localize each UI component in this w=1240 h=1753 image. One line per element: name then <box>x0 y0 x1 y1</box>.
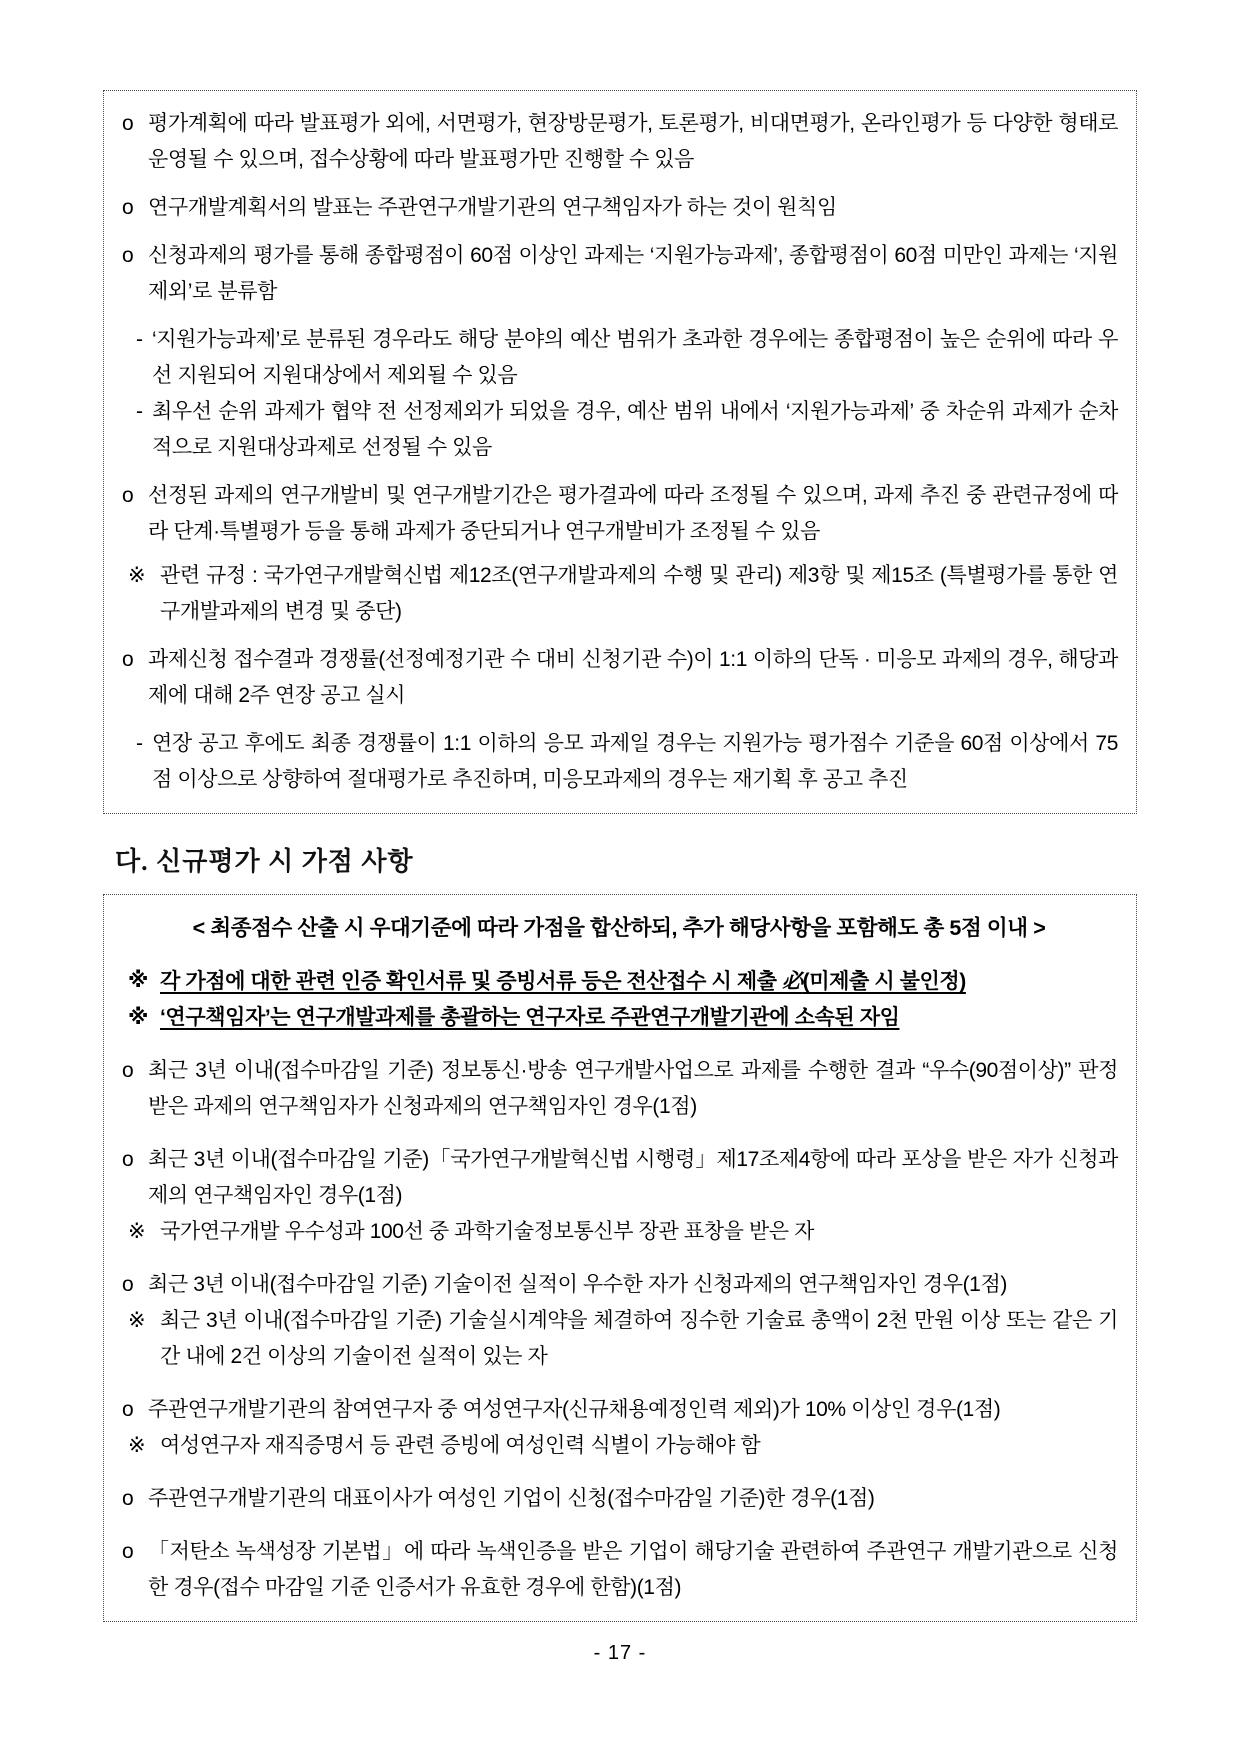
bullet-item <box>120 238 1118 310</box>
sub-item <box>120 322 1118 394</box>
bonus-item-note-text: 최근 3년 이내(접수마감일 기준) 기술실시계약을 체결하여 징수한 기술료 총액이 2천 만원 이상 또는 같은 기간 내에 2건 이상의 기술이전 실적이 있는 자 <box>160 1309 1118 1368</box>
sub-item-text: 연장 공고 후에도 최종 경쟁률이 1:1 이하의 응모 과제일 경우는 지원가능 평가점수 기준을 60점 이상에서 75점 이상으로 상향하여 절대평가로 추진하며, 미응모과제의 경우는 재기획 후 공고 추진 <box>152 732 1118 791</box>
bullet-marker: o <box>122 1059 134 1082</box>
bullet-marker: o <box>122 1148 134 1171</box>
bonus-item <box>120 1392 1118 1428</box>
bullet-marker: o <box>122 244 134 267</box>
note-text-after: (미제출 시 불인정) <box>802 970 966 993</box>
dash-marker: - <box>136 732 143 755</box>
sub-item <box>120 726 1118 798</box>
bonus-note <box>120 963 1118 1000</box>
bonus-item <box>120 1534 1118 1606</box>
bullet-marker: o <box>122 112 134 135</box>
reference-note <box>120 558 1118 630</box>
bullet-text: 선정된 과제의 연구개발비 및 연구개발기간은 평가결과에 따라 조정될 수 있으며, 과제 추진 중 관련규정에 따라 단계·특별평가 등을 통해 과제가 중단되거나 연구개발비가 조정될 수 있음 <box>148 484 1118 543</box>
bonus-note-text <box>160 963 1118 1000</box>
bullet-item <box>120 190 1118 226</box>
bullet-marker: o <box>122 648 134 671</box>
evaluation-notes-box <box>103 90 1137 814</box>
bonus-item-note-text: 국가연구개발 우수성과 100선 중 과학기술정보통신부 장관 표창을 받은 자 <box>160 1220 815 1243</box>
note-marker: ※ <box>128 564 146 587</box>
bonus-item-text: 최근 3년 이내(접수마감일 기준) 정보통신·방송 연구개발사업으로 과제를 수행한 결과 “우수(90점이상)” 판정 받은 과제의 연구책임자가 신청과제의 연구책임자인 경우(1점) <box>148 1059 1118 1118</box>
bullet-marker: o <box>122 1487 134 1510</box>
bonus-item-note <box>120 1303 1118 1375</box>
bullet-item <box>120 106 1118 178</box>
bonus-note-text: ‘연구책임자’는 연구개발과제를 총괄하는 연구자로 주관연구개발기관에 소속된 자임 <box>160 1006 900 1029</box>
note-marker: ※ <box>128 969 149 992</box>
bonus-item <box>120 1053 1118 1125</box>
dash-marker: - <box>136 400 143 423</box>
dash-marker: - <box>136 328 143 351</box>
bonus-item-text: 최근 3년 이내(접수마감일 기준)「국가연구개발혁신법 시행령」제17조제4항에 따라 포상을 받은 자가 신청과제의 연구책임자인 경우(1점) <box>148 1148 1118 1207</box>
note-marker: ※ <box>128 1309 146 1332</box>
bullet-item <box>120 478 1118 550</box>
bullet-text: 연구개발계획서의 발표는 주관연구개발기관의 연구책임자가 하는 것이 원칙임 <box>148 196 837 219</box>
bonus-item-note-text: 여성연구자 재직증명서 등 관련 증빙에 여성인력 식별이 가능해야 함 <box>160 1434 761 1457</box>
note-marker: ※ <box>128 1006 149 1029</box>
bullet-text: 과제신청 접수결과 경쟁률(선정예정기관 수 대비 신청기관 수)이 1:1 이하의 단독 · 미응모 과제의 경우, 해당과제에 대해 2주 연장 공고 실시 <box>148 648 1118 707</box>
bonus-box-header: < 최종점수 산출 시 우대기준에 따라 가점을 합산하되, 추가 해당사항을 포함해도 총 5점 이내 > <box>192 916 1046 940</box>
bonus-points-box <box>103 894 1137 1622</box>
bullet-marker: o <box>122 1398 134 1421</box>
bonus-item-text: 「저탄소 녹색성장 기본법」에 따라 녹색인증을 받은 기업이 해당기술 관련하여 주관연구 개발기관으로 신청한 경우(접수 마감일 기준 인증서가 유효한 경우에 한함)(1점) <box>148 1540 1118 1599</box>
bullet-marker: o <box>122 1540 134 1563</box>
bullet-text: 신청과제의 평가를 통해 종합평점이 60점 이상인 과제는 ‘지원가능과제’, 종합평점이 60점 미만인 과제는 ‘지원제외’로 분류함 <box>148 244 1118 303</box>
hanja-필-char: 必 <box>782 969 803 993</box>
bullet-marker: o <box>122 196 134 219</box>
sub-item <box>120 394 1118 466</box>
bonus-note <box>120 1000 1118 1036</box>
bonus-item-text: 주관연구개발기관의 대표이사가 여성인 기업이 신청(접수마감일 기준)한 경우(1점) <box>148 1487 875 1510</box>
sub-item-text: 최우선 순위 과제가 협약 전 선정제외가 되었을 경우, 예산 범위 내에서 ‘지원가능과제’ 중 차순위 과제가 순차적으로 지원대상과제로 선정될 수 있음 <box>152 400 1118 459</box>
sub-item-text: ‘지원가능과제’로 분류된 경우라도 해당 분야의 예산 범위가 초과한 경우에는 종합평점이 높은 순위에 따라 우선 지원되어 지원대상에서 제외될 수 있음 <box>152 328 1118 387</box>
section-heading: 다. 신규평가 시 가점 사항 <box>115 847 414 876</box>
bullet-item <box>120 642 1118 714</box>
bullet-marker: o <box>122 484 134 507</box>
bonus-item <box>120 1142 1118 1214</box>
page-content <box>103 0 1137 1665</box>
bonus-item-note <box>120 1214 1118 1250</box>
bonus-item <box>120 1267 1118 1303</box>
page-number: - 17 - <box>593 1642 647 1664</box>
bonus-item-text: 주관연구개발기관의 참여연구자 중 여성연구자(신규채용예정인력 제외)가 10% 이상인 경우(1점) <box>148 1398 1001 1421</box>
note-marker: ※ <box>128 1220 146 1243</box>
note-marker: ※ <box>128 1434 146 1457</box>
bonus-item <box>120 1481 1118 1517</box>
note-text-before: 각 가점에 대한 관련 인증 확인서류 및 증빙서류 등은 전산접수 시 제출 <box>160 970 783 993</box>
bonus-item-text: 최근 3년 이내(접수마감일 기준) 기술이전 실적이 우수한 자가 신청과제의 연구책임자인 경우(1점) <box>148 1273 1007 1296</box>
bonus-item-note <box>120 1428 1118 1464</box>
bullet-marker: o <box>122 1273 134 1296</box>
bullet-text: 평가계획에 따라 발표평가 외에, 서면평가, 현장방문평가, 토론평가, 비대면평가, 온라인평가 등 다양한 형태로 운영될 수 있으며, 접수상황에 따라 발표평가만 진행할 수 있음 <box>148 112 1118 171</box>
reference-note-text: 관련 규정 : 국가연구개발혁신법 제12조(연구개발과제의 수행 및 관리) 제3항 및 제15조 (특별평가를 통한 연구개발과제의 변경 및 중단) <box>160 564 1118 623</box>
